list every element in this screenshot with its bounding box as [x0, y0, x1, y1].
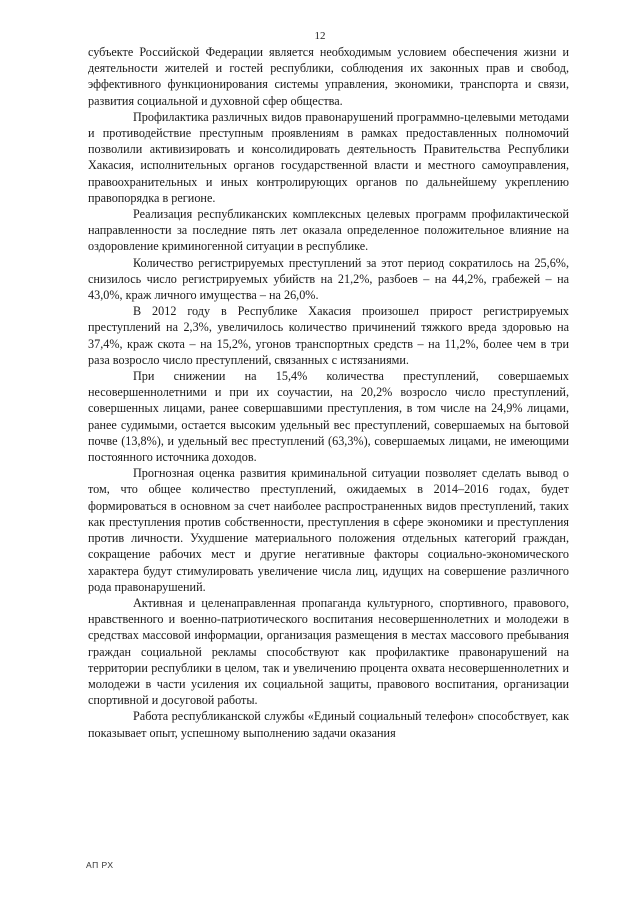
footer-mark: АП РХ — [86, 860, 114, 870]
paragraph: Прогнозная оценка развития криминальной ситуации позволяет сделать вывод о том, что общее количество преступлений, ожидаемых в 2014–2016 годах, будет формироваться в основном за счет наиболее распространенных видов преступлений, таких как преступления против собственности, преступления в сфере экономики и преступления против личности. Ухудшение материального положения отдельных категорий граждан, сокращение рабочих мест и другие негативные факторы социально-экономического характера будут стимулировать увеличение числа лиц, идущих на совершение различного рода правонарушений. — [88, 466, 569, 594]
page-number: 12 — [314, 30, 326, 42]
paragraph: В 2012 году в Республике Хакасия произошел прирост регистрируемых преступлений на 2,3%, увеличилось количество причинений тяжкого вреда здоровью на 37,4%, краж скота – на 15,2%, угонов транспортных средств – на 11,2%, более чем в три раза возросло число преступлений, связанных с истязаниями. — [88, 304, 569, 367]
paragraph: Работа республиканской службы «Единый социальный телефон» способствует, как показывает опыт, успешному выполнению задачи оказания — [88, 709, 569, 740]
paragraph: При снижении на 15,4% количества преступлений, совершаемых несовершеннолетними и при их соучастии, на 20,2% возросло число преступлений, совершенных лицами, ранее совершавшими преступления, в том числе на 24,9% лицами, ранее судимыми, остается высоким удельный вес преступлений, совершаемых на бытовой почве (13,8%), и удельный вес преступлений (63,3%), совершаемых лицами, не имеющими постоянного источника доходов. — [88, 369, 569, 465]
paragraph-continuation: субъекте Российской Федерации является необходимым условием обеспечения жизни и деятельности жителей и гостей республики, соблюдения их законных прав и свобод, эффективного функционирования системы управления, экономики, транспорта и связи, развития социальной и духовной сфер общества. — [88, 45, 569, 108]
paragraph: Активная и целенаправленная пропаганда культурного, спортивного, правового, нравственного и военно-патриотического воспитания несовершеннолетних и молодежи в средствах массовой информации, организация размещения в местах массового пребывания граждан социальной рекламы способствуют как профилактике правонарушений на территории республики в целом, так и увеличению процента охвата несовершеннолетних и молодежи в части усиления их социальной защиты, правового воспитания, организации спортивной и досуговой работы. — [88, 595, 569, 708]
document-body — [88, 44, 569, 741]
paragraph: Реализация республиканских комплексных целевых программ профилактической направленности за последние пять лет оказала определенное положительное влияние на оздоровление криминогенной ситуации в республике. — [88, 207, 569, 254]
paragraph: Количество регистрируемых преступлений за этот период сократилось на 25,6%, снизилось число регистрируемых убийств на 21,2%, разбоев – на 44,2%, грабежей – на 43,0%, краж личного имущества – на 26,0%. — [88, 255, 569, 303]
paragraph: Профилактика различных видов правонарушений программно-целевыми методами и противодействие преступным проявлениям в рамках предоставленных полномочий позволили активизировать и консолидировать деятельность Правительства Республики Хакасия, исполнительных органов государственной власти и местного самоуправления, правоохранительных и иных контролирующих органов по дальнейшему укреплению правопорядка в регионе. — [88, 109, 569, 205]
